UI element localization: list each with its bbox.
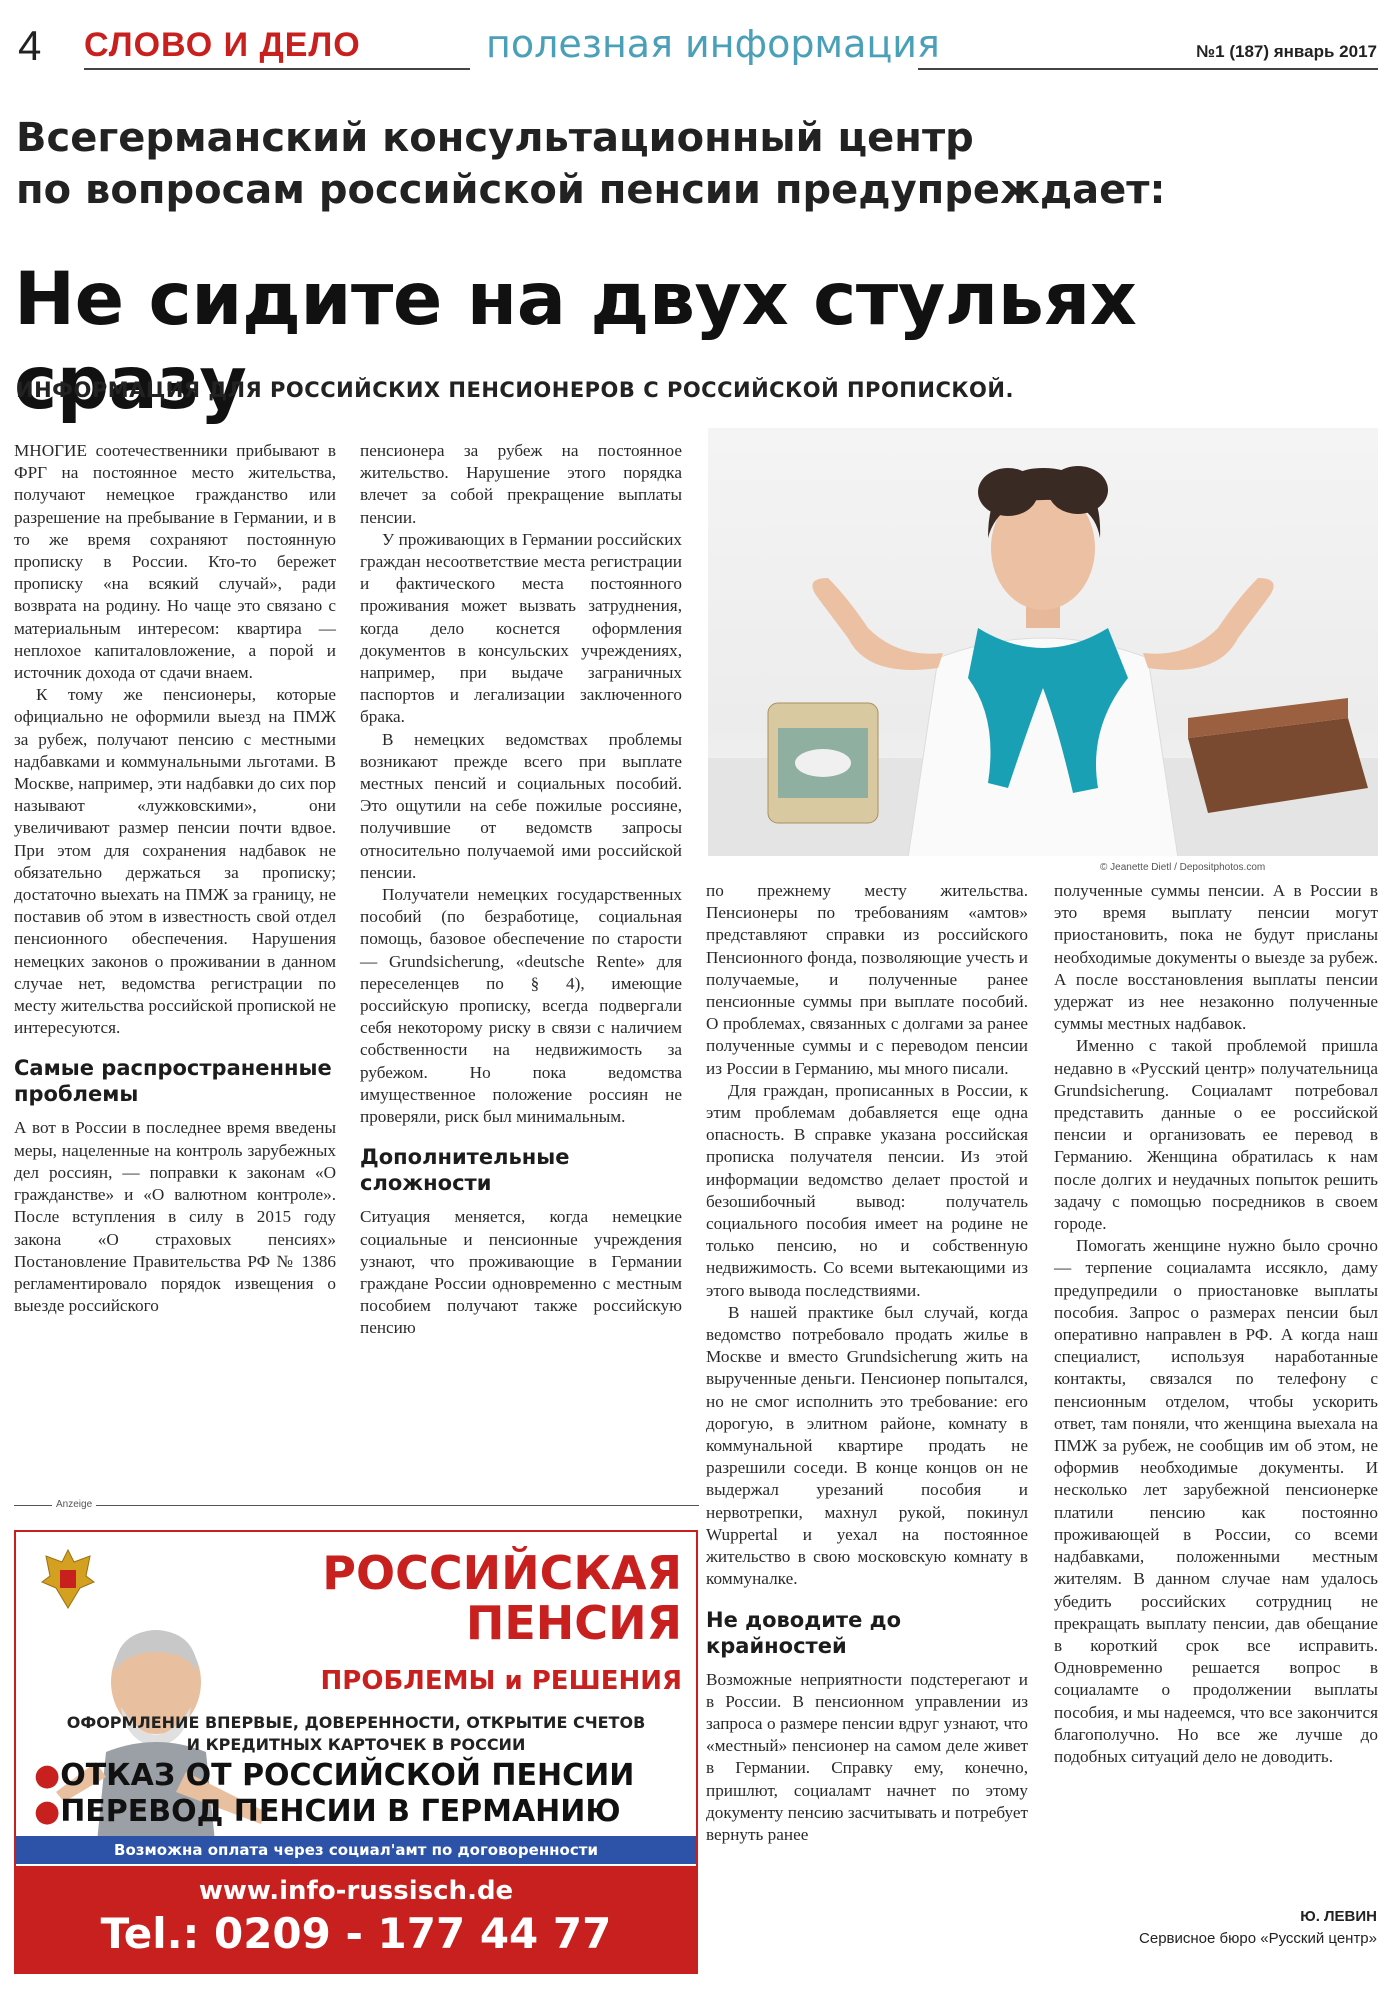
drop-caps-word: МНОГИЕ <box>14 441 87 460</box>
paragraph: МНОГИЕ соотечественники прибывают в ФРГ на постоянное место жительства, получают немецкое гражданство или разрешение на пребывание в Германии, и в то же время сохраняют постоянную прописку в России. Кто-то бережет прописку «на всякий случай», ради возврата на родину. Но чаще это связано с материальным интересом: квартира — неплохое капиталовложение, а порой и источник дохода от сдачи внаем. <box>14 441 336 683</box>
issue-info: №1 (187) январь 2017 <box>1196 42 1377 61</box>
photo-credit: © Jeanette Dietl / Depositphotos.com <box>1100 862 1266 873</box>
advertisement <box>14 1530 698 1974</box>
author-organization: Сервисное бюро «Русский центр» <box>1139 1930 1377 1947</box>
ad-title-line-2: ПЕНСИЯ <box>465 1596 682 1650</box>
author-name: Ю. ЛЕВИН <box>1300 1908 1377 1925</box>
masthead: СЛОВО И ДЕЛО <box>84 26 361 64</box>
ad-payment-banner: Возможна оплата через социал'амт по договоренности <box>16 1836 696 1864</box>
paragraph: В нашей практике был случай, когда ведомство потребовало продать жилье в Москве и вместо Grundsicherung жить на вырученные деньги. Пенсионер попытался, но не смог исполнить это требование: его дорогую, в элитном районе, комнату в коммунальной квартире продать не разрешили соседи. В конце концов он не выдержал урезаний пособия и нервотрепки, махнул рукой, покинул Wuppertal и уехал на постоянное жительство в свою московскую комнату в коммуналке. <box>706 1302 1028 1589</box>
ad-bullets <box>34 1758 634 1830</box>
section-title: полезная информация <box>486 22 940 66</box>
article-column-1 <box>14 440 336 1317</box>
paragraph: У проживающих в Германии российских граждан несоответствие места регистрации и фактического места постоянного проживания может вызвать затруднения, когда дело коснется оформления документов в консульских учреждениях, например, при выдаче заграничных паспортов и легализации заключенного брака. <box>360 529 682 727</box>
paragraph: Получатели немецких государственных пособий (по безработице, социальная помощь, базовое обеспечение по старости — Grundsicherung, «deutsche Rente» для переселенцев по § 4), имеющие российскую прописку, всегда подвергали себя некоторому риску в связи с наличием собственности на недвижимость за рубежом. Но пока ведомства имущественное положение россиян не проверяли, риск был минимальным. <box>360 885 682 1127</box>
double-eagle-emblem-icon <box>38 1542 98 1612</box>
ad-divider <box>14 1505 699 1506</box>
subheading: Дополнительные сложности <box>360 1145 570 1196</box>
ad-contact-block <box>16 1866 696 1972</box>
ad-services: ОФОРМЛЕНИЕ ВПЕРВЫЕ, ДОВЕРЕННОСТИ, ОТКРЫТИЕ СЧЕТОВ И КРЕДИТНЫХ КАРТОЧЕК В РОССИИ <box>66 1713 646 1754</box>
paragraph: полученные суммы пенсии. А в России в это время выплату пенсии могут приостановить, пока не будут присланы необходимые документы о выезде за рубеж. А после восстановления выплаты пенсии удержат из нее незаконно полученные суммы местных надбавок. <box>1054 881 1378 1034</box>
article-headline: Не сидите на двух стульях сразу <box>14 257 1137 426</box>
article-photo <box>708 428 1378 856</box>
paragraph: Возможные неприятности подстерегают и в России. В пенсионном управлении из запроса о размере пенсии вдруг узнают, что «местный» пенсионер на самом деле живет в Германии. Справку ему, конечно, пришлют, социаламт начнет по этому документу пенсию засчитывать и потребует вернуть ранее <box>706 1669 1028 1844</box>
paragraph: Помогать женщине нужно было срочно — терпение социаламта иссякло, даму предупредили о приостановке выплаты пособия. Запрос о размерах пенсии был оперативно направлен в РФ. А когда наш специалист, используя наработанные контакты, связался по телефону с пенсионным отделом, чтобы ускорить ответ, там поняли, что женщина выехала на ПМЖ за рубеж, не сообщив им об этом, не оформив необходимые документы. И несколько лет зарубежной пенсионерке платили пенсию как постоянно проживающей в России, со всеми надбавками, положенными местным жителям. В данном случае нам удалось убедить российских сотрудниц не прекращать выплату пенсии, дав обещание в короткий срок все исправить. Одновременно решается вопрос в социаламте о продолжении выплаты пособия, и мы надеемся, что все закончится благополучно. Но все же лучше до подобных ситуаций дело не доводить. <box>1054 1236 1378 1766</box>
ad-label: Anzeige <box>52 1499 96 1510</box>
paragraph: Именно с такой проблемой пришла недавно в «Русский центр» получательница Grundsicherung. Социаламт потребовал представить данные о ее российской пенсии и организовать ее перевод в Германию. Женщина обратилась к нам после долгих и неудачных попыток решить задачу с помощью посредников в своем городе. <box>1054 1036 1378 1234</box>
kicker-line-1: Всегерманский консультационный центр <box>16 115 974 161</box>
article-lead: ИНФОРМАЦИЯ ДЛЯ РОССИЙСКИХ ПЕНСИОНЕРОВ С РОССИЙСКОЙ ПРОПИСКОЙ. <box>16 378 1014 402</box>
paragraph: пенсионера за рубеж на постоянное жительство. Нарушение этого порядка влечет за собой прекращение выплаты пенсии. <box>360 441 682 527</box>
paragraph: В немецких ведомствах проблемы возникают прежде всего при выплате местных пенсий и социальных пособий. Это ощутили на себе пожилые россияне, получившие от ведомств запросы относительно получаемой ими российской пенсии. <box>360 729 682 882</box>
kicker-line-2: по вопросам российской пенсии предупреждает: <box>16 167 1166 213</box>
article-kicker <box>16 112 1376 216</box>
ad-bullet-item: ●ОТКАЗ ОТ РОССИЙСКОЙ ПЕНСИИ <box>34 1758 635 1793</box>
ad-phone[interactable]: Tel.: 0209 - 177 44 77 <box>100 1909 612 1958</box>
article-column-2 <box>360 440 682 1340</box>
subheading: Самые распространенные проблемы <box>14 1056 332 1107</box>
article-column-4 <box>1054 880 1378 1768</box>
ad-bullet-item: ●ПЕРЕВОД ПЕНСИИ В ГЕРМАНИЮ <box>34 1794 621 1829</box>
ad-subtitle: ПРОБЛЕМЫ и РЕШЕНИЯ <box>320 1666 682 1696</box>
paragraph: Для граждан, прописанных в России, к этим проблемам добавляется еще одна опасность. В справке указана российская прописка получателя пенсии. Из этой информации ведомство делает простой и безошибочный вывод: получатель социального пособия имеет на родине не только пенсию, но и собственную недвижимость. Со всеми вытекающими из этого вывода последствиями. <box>706 1080 1028 1300</box>
ad-title-line-1: РОССИЙСКАЯ <box>322 1546 682 1600</box>
subheading: Не доводите до крайностей <box>706 1607 902 1658</box>
paragraph: К тому же пенсионеры, которые официально не оформили выезд на ПМЖ за рубеж, получают пенсию с местными надбавками и коммунальными льготами. В Москве, например, эти надбавки до сих пор называют «лужковскими», они увеличивают размер пенсии почти вдвое. При этом для сохранения надбавок не обязательно держаться за прописку; достаточно выехать на ПМЖ за границу, не поставив об этом в известность свой отдел пенсионного обеспечения. Нарушения немецких законов о проживании в данном случае нет, ведомства регистрации по месту жительства российской пропиской не интересуются. <box>14 685 336 1038</box>
paragraph: Ситуация меняется, когда немецкие социальные и пенсионные учреждения узнают, что проживающие в Германии граждане России одновременно с местным пособием получают также российскую пенсию <box>360 1207 682 1338</box>
header-rule-left <box>84 68 470 70</box>
header-rule-right <box>918 68 1378 70</box>
page-number: 4 <box>18 22 42 69</box>
article-column-3 <box>706 880 1028 1846</box>
ad-website[interactable]: www.info-russisch.de <box>198 1876 514 1906</box>
paragraph: А вот в России в последнее время введены меры, нацеленные на контроль зарубежных дел россиян, — поправки к законам «О гражданстве» и «О валютном контроле». После вступления в силу в 2015 году закона «О страховых пенсиях» Постановление Правительства РФ № 1386 регламентировало порядок извещения о выезде российского <box>14 1118 336 1316</box>
paragraph: по прежнему месту жительства. Пенсионеры по требованиям «амтов» представляют справки из российского Пенсионного фонда, позволяющие учесть и получаемые, и полученные ранее пенсионные суммы при выплате пособий. О проблемах, связанных с долгами за ранее полученные суммы и с переводом пенсии из России в Германию, мы много писали. <box>706 881 1028 1078</box>
woman-shrugging-illustration <box>708 428 1378 856</box>
